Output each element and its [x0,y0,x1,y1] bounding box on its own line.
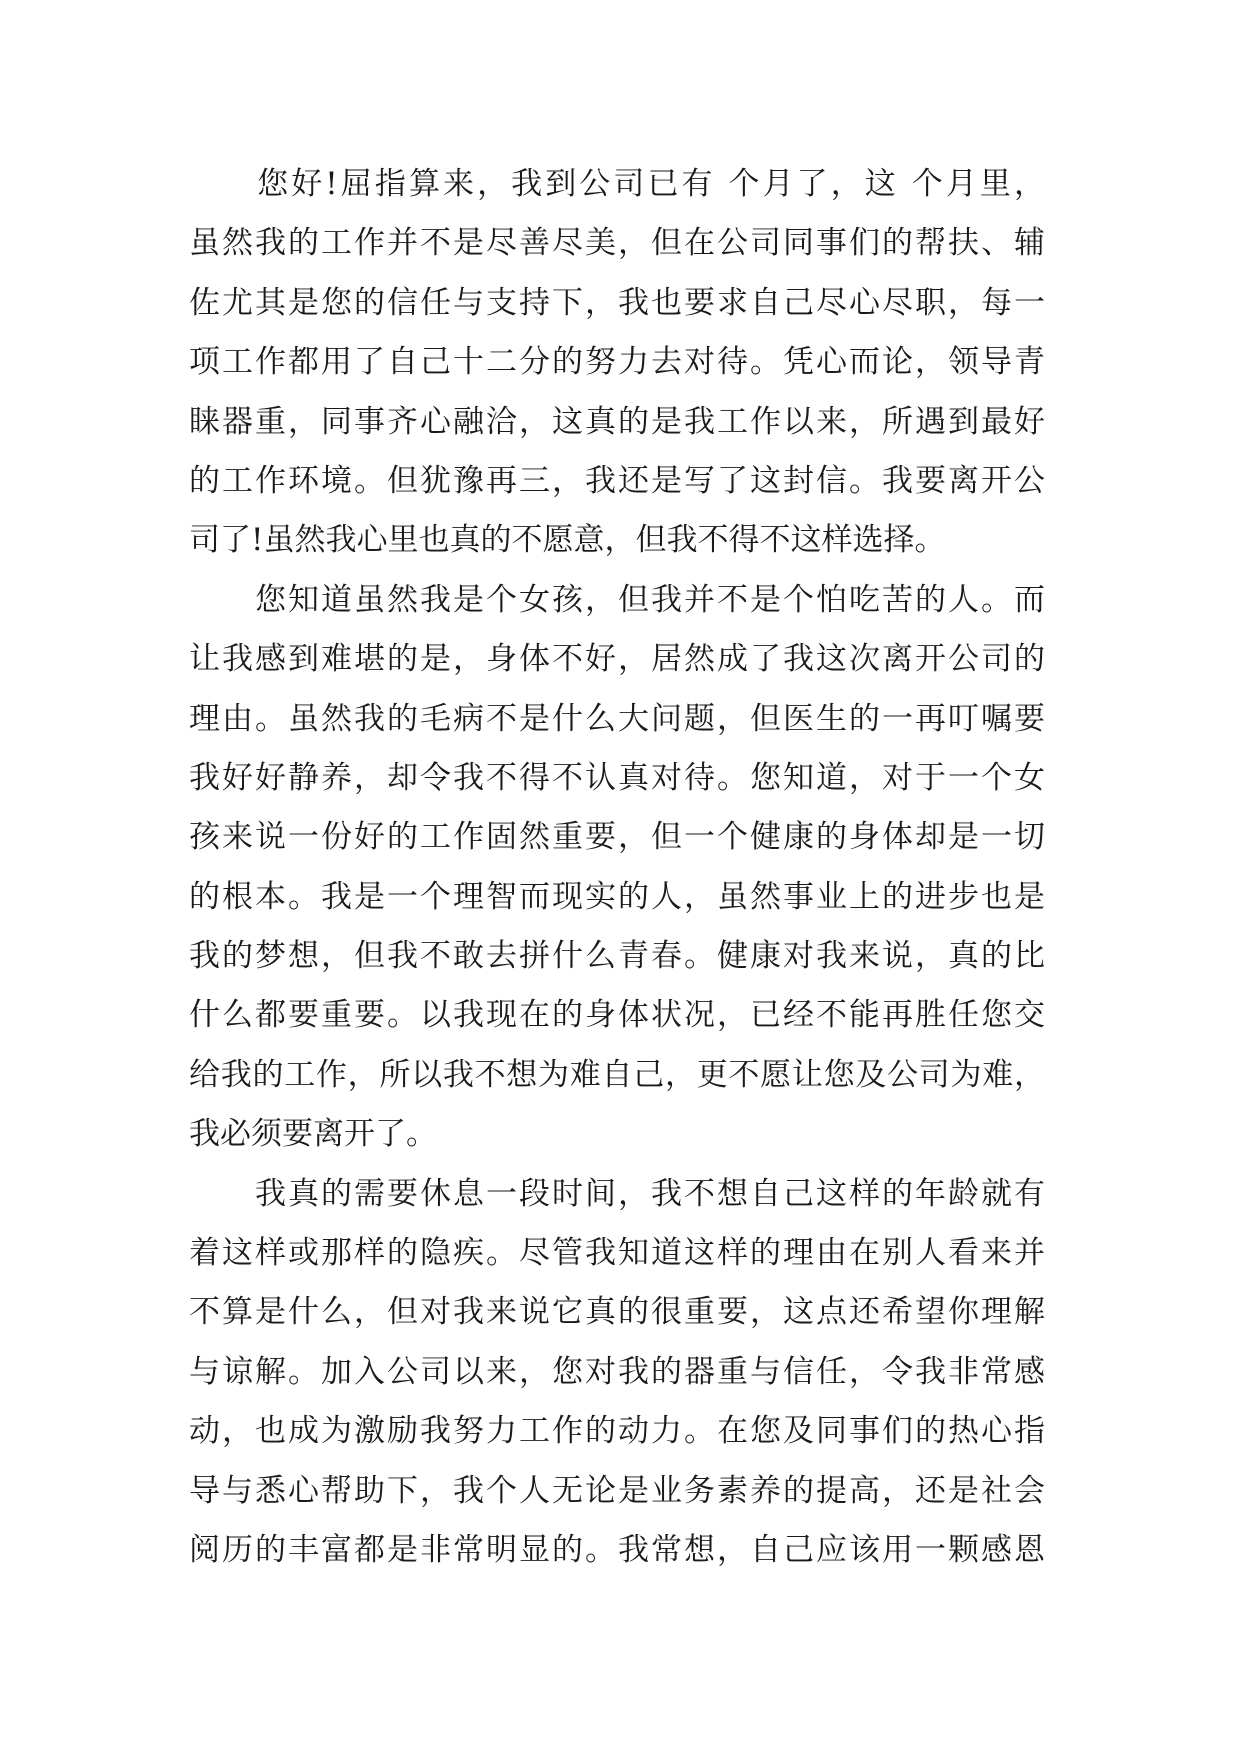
text-line: 什么都要重要。以我现在的身体状况，已经不能再胜任您交 [189,997,1045,1034]
text-line: 您好!屈指算来，我到公司已有 个月了，这 个月里， [189,166,1045,202]
text-line: 不算是什么，但对我来说它真的很重要，这点还希望你理解 [189,1294,1045,1331]
text-line: 理由。虽然我的毛病不是什么大问题，但医生的一再叮嘱要 [189,700,1045,737]
text-line: 我好好静养，却令我不得不认真对待。您知道，对于一个女 [189,759,1045,796]
text-line: 我必须要离开了。 [189,1116,437,1153]
text-line: 我真的需要休息一段时间，我不想自己这样的年龄就有 [189,1175,1045,1212]
text-line: 的工作环境。但犹豫再三，我还是写了这封信。我要离开公 [189,462,1045,499]
text-line: 阅历的丰富都是非常明显的。我常想，自己应该用一颗感恩 [189,1531,1045,1568]
text-line: 虽然我的工作并不是尽善尽美，但在公司同事们的帮扶、辅 [189,225,1045,262]
text-line: 的根本。我是一个理智而现实的人，虽然事业上的进步也是 [189,878,1045,915]
text-line: 睐器重，同事齐心融洽，这真的是我工作以来，所遇到最好 [189,403,1045,440]
text-line: 我的梦想，但我不敢去拼什么青春。健康对我来说，真的比 [189,938,1045,975]
text-line: 您知道虽然我是个女孩，但我并不是个怕吃苦的人。而 [189,581,1045,618]
text-line: 让我感到难堪的是，身体不好，居然成了我这次离开公司的 [189,641,1045,678]
paragraph-2 [189,571,1045,1165]
text-line: 项工作都用了自己十二分的努力去对待。凭心而论，领导青 [189,344,1045,381]
text-line: 着这样或那样的隐疾。尽管我知道这样的理由在别人看来并 [189,1235,1045,1272]
text-line: 与谅解。加入公司以来，您对我的器重与信任，令我非常感 [189,1353,1045,1390]
text-line: 佐尤其是您的信任与支持下，我也要求自己尽心尽职，每一 [189,284,1045,321]
text-line: 动，也成为激励我努力工作的动力。在您及同事们的热心指 [189,1413,1045,1450]
text-line: 给我的工作，所以我不想为难自己，更不愿让您及公司为难， [189,1056,1045,1093]
paragraph-1 [189,155,1045,571]
text-line: 孩来说一份好的工作固然重要，但一个健康的身体却是一切 [189,819,1045,856]
letter-body [189,155,1045,1580]
text-line: 导与悉心帮助下，我个人无论是业务素养的提高，还是社会 [189,1472,1045,1509]
text-line: 司了!虽然我心里也真的不愿意，但我不得不这样选择。 [189,522,946,559]
paragraph-3 [189,1165,1045,1581]
